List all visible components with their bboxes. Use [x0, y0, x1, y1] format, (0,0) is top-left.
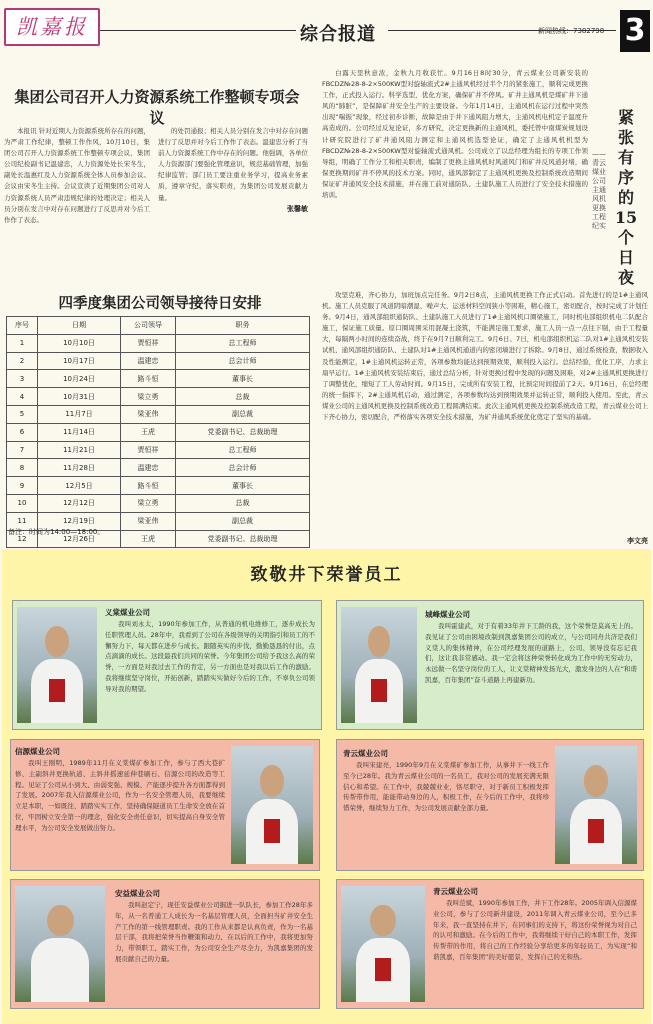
- table-cell: 12月26日: [38, 530, 121, 548]
- honor-title: 致敬井下荣誉员工: [250, 565, 403, 585]
- table-cell: 9: [7, 477, 38, 495]
- table-cell: 11: [7, 512, 38, 530]
- table-cell: 5: [7, 405, 38, 423]
- table-cell: 王虎: [121, 423, 176, 441]
- table-cell: 贾恒祥: [121, 441, 176, 459]
- table-cell: 10月24日: [38, 370, 121, 388]
- article2-body-2: 攻坚克难，齐心协力，加班加点完任务。9月2日8点，主通风机更换工作正式启动。首先进行的是1#主通风机。施工人员克服了风道阴暗潮湿、噪声大、运送材料空间狭小等困难，精心施工，密切配合，按时完成了计划任务。9月4日，通风部组织通防队、土建队施工人员进行了1#主通风机口圈梁施工，同时机电部组织机电二队配合施工，保证施工质量。原口圈周围采用混凝土浇筑，不能满足施工要求，施工人员一点一点往下剔，由于工程量大，每隔两小时间的连续奋战，终于在9月7日顺利完工。9月6日、7日，机电部组织机运二队对1#主通风机安装试机，通风部组织通防队、土建队对1#主通风机通道内的密闭墙进行了拆除。9月8日，通过系统检查，数据收入及性能测定，1#主通风机运转正常，各项参数均能达到预期效果，顺利投入运行。总结经验，优化工序，力求主扇早运行。1#主通风机安装结束后，通过总结分析，针对更换过程中发现的问题及困难，对2#主通风机更换进行了调整优化，缩短了工人劳动时间。9月15日，完成所有安装工程，比预定时间提前了2天。9月16日，在总经理的统一指挥下，2#主通风机启动，通过测定，各项参数均达到预期效果并运转正常，顺利投入使用。至此，青云煤业公司的主通风机更换及控制系统改造工程圆满结束。此次主通风机更换及控制系统改造工程，青云煤业公司上下齐心协力，密切配合，严格落实各项安全技术措施，为矿井通风系统优化奠定了坚实的基础。: [322, 291, 648, 422]
- worker-photo: [15, 886, 105, 1002]
- table-cell: 副总裁: [176, 405, 310, 423]
- article1-col1: [4, 126, 150, 284]
- table-header-cell: 职务: [176, 317, 310, 335]
- table-header-cell: 序号: [7, 317, 38, 335]
- table-cell: 总裁: [176, 388, 310, 406]
- table-row: [7, 441, 310, 459]
- table-cell: 总裁: [176, 494, 310, 512]
- table-cell: 10月31日: [38, 388, 121, 406]
- worker-photo: [231, 746, 313, 864]
- card-text: 我叫赵定宁，现任安益煤业公司掘进一队队长，参加工作28年多年，从一名普通工人成长为一名基层管理人员，全面担当矿井安全生产工作的第一线管理职责。我的工作从来都是认真负责，作为一名基层干部，我将把荣誉当作鞭策和动力，在以后的工作中，我将更加努力，带领职工，踏实工作，为公司安全生产尽全力，为凯嘉集团的发展贡献自己的力量。: [115, 901, 313, 963]
- table-cell: 董事长: [176, 370, 310, 388]
- table-row: [7, 423, 310, 441]
- table-cell: 梁立勇: [121, 494, 176, 512]
- table-cell: 1: [7, 334, 38, 352]
- table-cell: 温建忠: [121, 459, 176, 477]
- table-cell: 6: [7, 423, 38, 441]
- table-row: [7, 388, 310, 406]
- header-rule-left: [100, 30, 296, 31]
- table-cell: 梁亚伟: [121, 512, 176, 530]
- article2-col1: [322, 68, 588, 290]
- article2-subtitle-vertical: ——青云煤业公司主通风机更换工程纪实: [592, 150, 606, 230]
- masthead-logo: 凯嘉报: [4, 8, 100, 46]
- article2-col2: [322, 290, 648, 546]
- table-row: [7, 477, 310, 495]
- table-cell: 梁亚伟: [121, 405, 176, 423]
- table-cell: 7: [7, 441, 38, 459]
- table-cell: 12月12日: [38, 494, 121, 512]
- table-cell: 副总裁: [176, 512, 310, 530]
- article1-body-1: 本报讯 针对近期人力资源系统所存在的问题，为严肃工作纪律，整顿工作作风，10月10日，集团公司召开人力资源系统工作整顿专项会议，集团公司纪检副书记温建忠，人力资源处处长宋冬生，副处长温惠红及人力资源系统全体人员参加会议。会议由宋冬生主持。会议宣读了近期集团公司对人力资源系统人员严肃违规纪律的处理决定；相关人员分别在发言中对存在问题进行了反思并对今后工作作了表态。: [4, 127, 150, 224]
- card-company: 信源煤业公司: [15, 747, 60, 756]
- table-cell: 11月14日: [38, 423, 121, 441]
- table-header-cell: 公司领导: [121, 317, 176, 335]
- honor-section: [2, 549, 651, 1024]
- page-header: [0, 0, 653, 60]
- article2-title-vertical: 紧张有序的15个日夜: [614, 108, 638, 287]
- article2-body-1: 白露天里秋意浓，金秋九月收获忙。9月16日8时30分，青云煤业公司新安装的FBCDZ№28-8-2×500KW型对旋轴流式2#主通风机经过半个月的紧张施工，顺利完成更换工作，正式投入运行。科学选型，优化方案，确保矿井不停风。矿井主通风机是煤矿井下通风的“肺脏”，是保障矿井安全生产的主要设备。今年1月14日，主通风机在运行过程中突然出现“喘振”现象，经过初步诊断，故障是由于井下通风阻力增大，主通风机电机定子温度升高造成的。公司经过反复论证，多方研究，决定更换新的主通风机，委托曾中南煤炭规划设计研究院进行了矿井通风阻力测定和主通风机选型论证，确定了主通风机机型为FBCDZ№28-8-2×500KW型对旋轴流式通风机。公司成立了以总经理为组长的专项工作领导组，明确了工作分工和相关职责，编制了更换主通风机时风道风门和矿井反风道封堵，确保更换期间矿井不停风的技术方案。同时，通风部制定了主通风机更换及控制系统改造期间保证矿井通风安全技术措施，并在施工前对通防队、土建队施工人员进行了安全技术措施的培训。: [322, 69, 588, 200]
- table-cell: 党委副书记、总裁助理: [176, 423, 310, 441]
- table-row: [7, 352, 310, 370]
- table-cell: 10月17日: [38, 352, 121, 370]
- table-cell: 12月5日: [38, 477, 121, 495]
- table-cell: 12月19日: [38, 512, 121, 530]
- honor-card-6: [336, 879, 644, 1009]
- table-cell: 董事长: [176, 477, 310, 495]
- table-cell: 4: [7, 388, 38, 406]
- table-cell: 路斗恒: [121, 370, 176, 388]
- table-cell: 12: [7, 530, 38, 548]
- table-cell: 贾恒祥: [121, 334, 176, 352]
- honor-card-4: [336, 739, 644, 871]
- table-cell: 总会计师: [176, 352, 310, 370]
- table-cell: 温建忠: [121, 352, 176, 370]
- table-cell: 8: [7, 459, 38, 477]
- table-header-cell: 日期: [38, 317, 121, 335]
- worker-photo: [341, 886, 425, 1002]
- table-cell: 11月7日: [38, 405, 121, 423]
- table-cell: 路斗恒: [121, 477, 176, 495]
- table-row: [7, 334, 310, 352]
- honor-card-3: [10, 739, 320, 871]
- card-company: 青云煤业公司: [343, 749, 388, 758]
- news-hotline: 新闻热线：7382798: [538, 27, 605, 35]
- card-company: 青云煤业公司: [433, 887, 478, 896]
- table-row: [7, 405, 310, 423]
- table-cell: 总会计师: [176, 459, 310, 477]
- table-cell: 党委副书记、总裁助理: [176, 530, 310, 548]
- worker-photo: [555, 746, 637, 864]
- card-text: 我叫范斌，1990年参加工作，井下工作28年。2005年调入信源煤业公司，参与了公司新井建设，2011年调入青云煤业公司，至今已多年来，我一直坚持在井下，在同事们的支持下，将这份荣誉视为对自己的认可和激励。在今后的工作中，我将继续干好自己的本职工作，发挥传帮带的作用，将自己的工作经验分享给更多的年轻员工，为实现“和谐凯嘉，百年集团”的美好愿景，发挥自己的光和热。: [433, 899, 637, 961]
- schedule-note: 备注：时间为14:00—18:00。: [8, 528, 105, 536]
- card-company: 安益煤业公司: [115, 889, 160, 898]
- worker-photo: [341, 607, 417, 723]
- honor-card-1: [12, 600, 322, 730]
- table-header-row: [7, 317, 310, 335]
- article1-body-2: 的处罚通报；相关人员分别在发言中对存在问题进行了反思并对今后工作作了表态。温建忠分析了当前人力资源系统工作中存在的问题。他强调，各单位人力资源部门要强化管理意识，规范基础管理，加强纪律监管；部门员工要注重业务学习，提高业务素质，遵章守纪，落实职责，为集团公司发展贡献力量。: [158, 127, 308, 202]
- article1-col2: [158, 126, 308, 286]
- table-cell: 10月10日: [38, 334, 121, 352]
- table-cell: 3: [7, 370, 38, 388]
- card-text: 我叫刘永太，1990年参加工作，从普通的机电维修工，逐步成长为任职管理人员。28年中，我看到了公司在各级领导的关明指引和员工的不懈努力下，每天都在进步与成长。跟随英实的步伐，勤勤恳恳的付出，点点滴滴的成长。这段最我们共同的荣誉。今年集团公司给予我这么高的荣誉，一方面是对我过去工作的肯定，另一方面也是对我以后工作的激励。我将继续坚守岗位，开拓创新，踏踏实实做好今后的工作，不辜负公司领导对我的期望。: [105, 620, 315, 693]
- table-cell: 11月21日: [38, 441, 121, 459]
- article2-author: 李文亮: [627, 537, 648, 545]
- schedule-table: [6, 316, 310, 548]
- section-title: 综合报道: [300, 24, 376, 45]
- table-cell: 梁立勇: [121, 388, 176, 406]
- worker-photo: [17, 607, 97, 723]
- table-cell: 11月28日: [38, 459, 121, 477]
- article1-title: 集团公司召开人力资源系统工作整顿专项会议: [14, 88, 300, 127]
- honor-card-5: [10, 879, 320, 1009]
- table-row: [7, 370, 310, 388]
- table-cell: 总工程师: [176, 334, 310, 352]
- card-text: 我叫霍建武，对于有着33年井下工龄的我，这个荣誉是莫高无上的。我见证了公司由困境改制到凯嘉集团公司的成立，与公司同舟共济是我们义棠人的集体精神，在公司经理发展的道路上，公司、领导没有忘记我们，这让我非常感动。我一定会将这种荣誉转化成为工作中的无穷动力，永远做一名坚守岗位的工人，让义棠精神发扬光大，激发身边的人在“和谐凯嘉，百年集团”奋斗道路上再建新功。: [425, 622, 637, 684]
- table-cell: 总工程师: [176, 441, 310, 459]
- card-company: 城峰煤业公司: [425, 610, 470, 619]
- page-number: 3: [620, 10, 650, 52]
- card-text: 我叫王刚明，1989年11月在义棠煤矿参加工作，参与了西大巷扩修、主副斜井更换轨道、主斜井摇速延伸巷刷石、信源公司的改造等工程。见证了公司从小到大、由弱变强、规模、产能逐步提升各方面都得到了发展。2007年我入信源煤业公司，作为一名安全管理人员，我要继续立足本职，一如既往，踏踏实实工作，坚持确保隧道员工生命安全放在首位，牢固树立安全第一的理念，强化安全责任意识，切实提高自身安全管理水平，为公司安全发展做出努力。: [15, 759, 225, 832]
- table-cell: 2: [7, 352, 38, 370]
- table-row: [7, 459, 310, 477]
- card-text: 我叫宋建亮，1990年9月在义棠煤矿参加工作，从事井下一线工作至今已28年。我为青云煤业公司的一名员工，我对公司的发展充满无限信心和希望。在工作中，我兢兢业业，恪尽职守，对于新员工积极发挥传帮带作用，能能带动身边的人，积极工作，在今后的工作中，我将珍惜荣誉，继续努力工作，为公司发展贡献全部力量。: [343, 761, 549, 813]
- schedule-title: 四季度集团公司领导接待日安排: [58, 295, 262, 312]
- table-cell: 王虎: [121, 530, 176, 548]
- article1-author: 张馨敏: [287, 204, 308, 213]
- honor-card-2: [336, 600, 644, 730]
- table-row: [7, 494, 310, 512]
- table-cell: 10: [7, 494, 38, 512]
- card-company: 义棠煤业公司: [105, 608, 150, 617]
